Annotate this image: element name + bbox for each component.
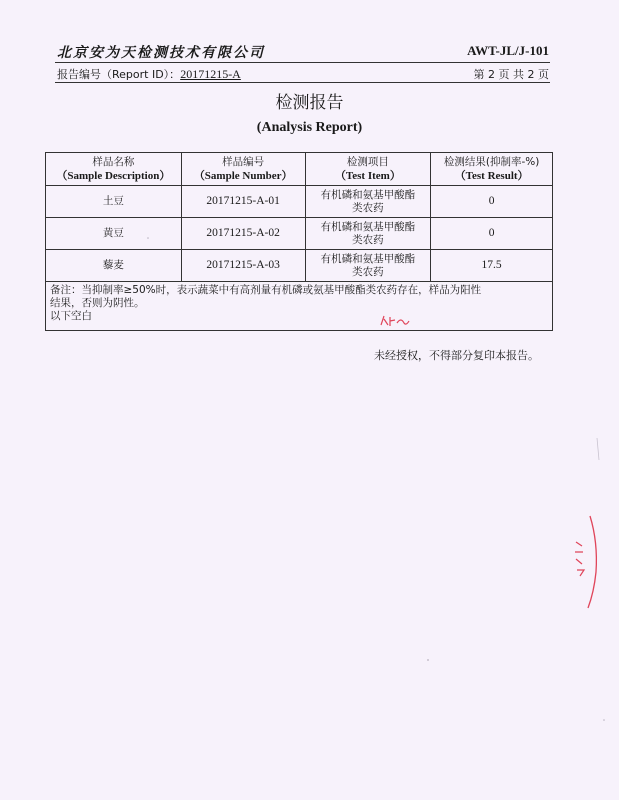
note-line: 结果，否则为阴性。	[50, 297, 145, 309]
sample-name: 藜麦	[46, 250, 182, 282]
column-header: 样品编号 （Sample Number）	[181, 153, 305, 186]
sample-number: 20171215-A-01	[181, 186, 305, 218]
report-id-label: 报告编号（Report ID）：	[57, 68, 181, 81]
page-number: 第 2 页 共 2 页	[473, 68, 549, 81]
column-header: 检测项目 （Test Item）	[305, 153, 431, 186]
note-line: 备注：当抑制率≥50%时，表示蔬菜中有高剂量有机磷或氨基甲酸酯类农药存在，样品为阳性	[50, 284, 482, 296]
test-item: 有机磷和氨基甲酸酯 类农药	[305, 250, 431, 282]
report-title-en: (Analysis Report)	[256, 120, 363, 135]
column-header: 检测结果(抑制率-%) （Test Result）	[431, 153, 553, 186]
test-result: 0	[431, 218, 553, 250]
copy-restriction-statement: 未经授权，不得部分复印本报告。	[374, 349, 539, 362]
company-name: 北京安为天检测技术有限公司	[57, 45, 265, 61]
sample-number: 20171215-A-03	[181, 250, 305, 282]
document-code: AWT-JL/J-101	[467, 43, 549, 58]
test-item: 有机磷和氨基甲酸酯 类农药	[305, 218, 431, 250]
report-id-value: 20171215-A	[180, 67, 241, 81]
sample-name: 土豆	[46, 186, 182, 218]
test-result: 0	[431, 186, 553, 218]
column-header: 样品名称 （Sample Description）	[46, 153, 182, 186]
sample-number: 20171215-A-02	[181, 218, 305, 250]
blank-below-note: 以下空白	[50, 310, 92, 322]
report-title-cn: 检测报告	[275, 93, 344, 113]
test-result: 17.5	[431, 250, 553, 282]
test-item: 有机磷和氨基甲酸酯 类农药	[305, 186, 431, 218]
sample-name: 黄豆	[46, 218, 182, 250]
